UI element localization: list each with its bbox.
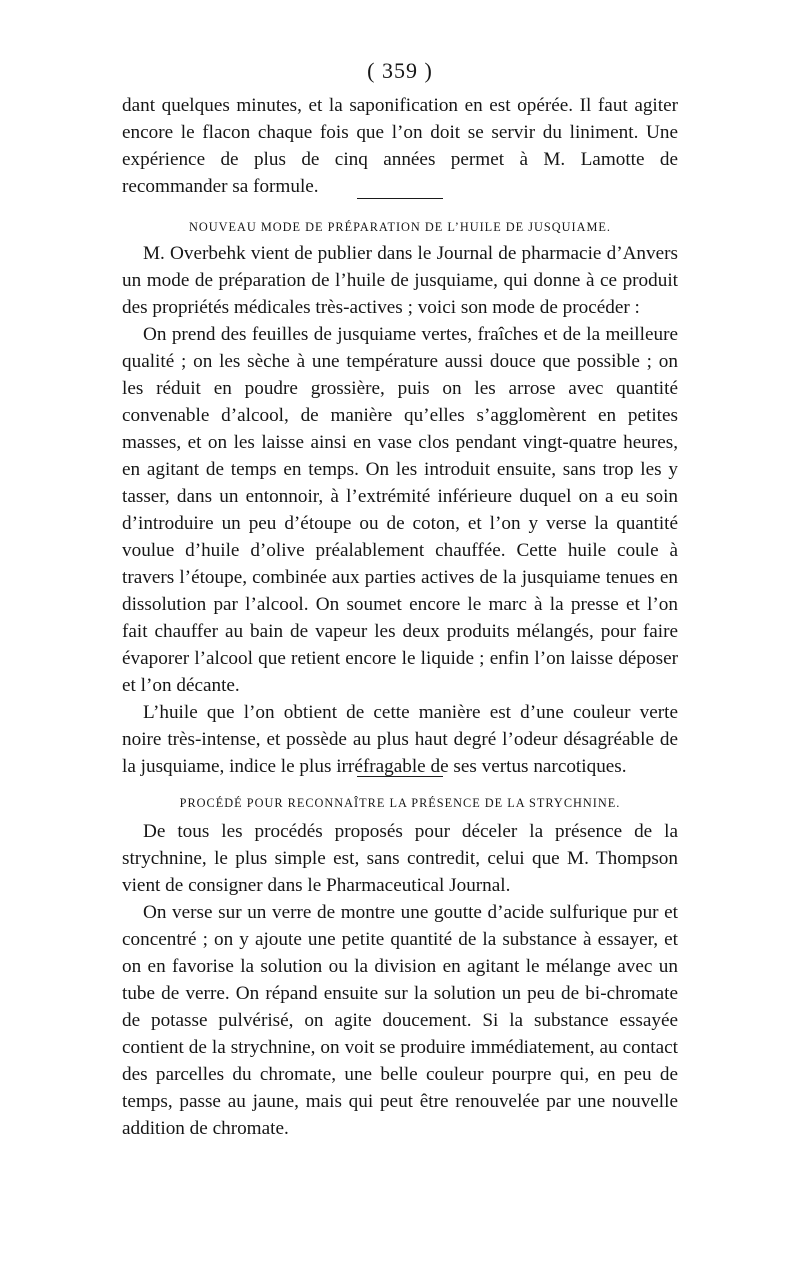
section-divider <box>357 776 443 777</box>
continuation-paragraph: dant quelques minutes, et la saponification en est opérée. Il faut agiter encore le flacon chaque fois que l’on doit se servir du liniment. Une expérience de plus de cinq années permet à M. Lamotte de recommander sa formule. <box>122 95 678 197</box>
continuation-paragraph-block <box>122 92 678 200</box>
paragraph: M. Overbehk vient de publier dans le Journal de pharmacie d’Anvers un mode de préparation de l’huile de jusquiame, qui donne à ce produit des propriétés médicales très-actives ; voici son mode de procéder : <box>122 243 678 318</box>
page-number: ( 359 ) <box>367 58 433 83</box>
paragraph: De tous les procédés proposés pour déceler la présence de la strychnine, le plus simple est, sans contredit, celui que M. Thompson vient de consigner dans le Pharmaceutical Journal. <box>122 821 678 896</box>
paragraph: On verse sur un verre de montre une goutte d’acide sulfurique pur et concentré ; on y ajoute une petite quantité de la substance à essayer, et on en favorise la solution ou la division en agitant le mélange avec un tube de verre. On répand ensuite sur la solution un peu de bi-chromate de potasse pulvérisé, on agite doucement. Si la substance essayée contient de la strychnine, on voit se produire immédiatement, au contact des parcelles du chromate, une belle couleur pourpre qui, en peu de temps, passe au jaune, mais qui peut être renouvelée par une nouvelle addition de chromate. <box>122 902 678 1139</box>
section-heading-jusquiame: NOUVEAU MODE DE PRÉPARATION DE L’HUILE DE JUSQUIAME. <box>188 220 612 234</box>
paragraph: On prend des feuilles de jusquiame vertes, fraîches et de la meilleure qualité ; on les sèche à une température aussi douce que possible ; on les réduit en poudre grossière, puis on les arrose avec quantité convenable d’alcool, de manière qu’elles s’agglomèrent en petites masses, et on les laisse ainsi en vase clos pendant vingt-quatre heures, en agitant de temps en temps. On les introduit ensuite, sans trop les y tasser, dans un entonnoir, à l’extrémité inférieure duquel on a eu soin d’introduire un peu d’étoupe ou de coton, et l’on y verse la quantité voulue d’huile d’olive préalablement chauffée. Cette huile coule à travers l’étoupe, combinée aux parties actives de la jusquiame tenues en dissolution par l’alcool. On soumet encore le marc à la presse et l’on fait chauffer au bain de vapeur les deux produits mélangés, pour faire évaporer l’alcool que retient encore le liquide ; enfin l’on laisse déposer et l’on décante. <box>122 324 678 696</box>
section-heading-strychnine: PROCÉDÉ POUR RECONNAÎTRE LA PRÉSENCE DE LA STRYCHNINE. <box>179 796 621 810</box>
section-body-jusquiame <box>122 240 678 780</box>
section-body-strychnine <box>122 818 678 1142</box>
paragraph: L’huile que l’on obtient de cette manière est d’une couleur verte noire très-intense, et possède au plus haut degré l’odeur désagréable de la jusquiame, indice le plus irréfragable de ses vertus narcotiques. <box>122 702 678 777</box>
section-divider <box>357 198 443 199</box>
